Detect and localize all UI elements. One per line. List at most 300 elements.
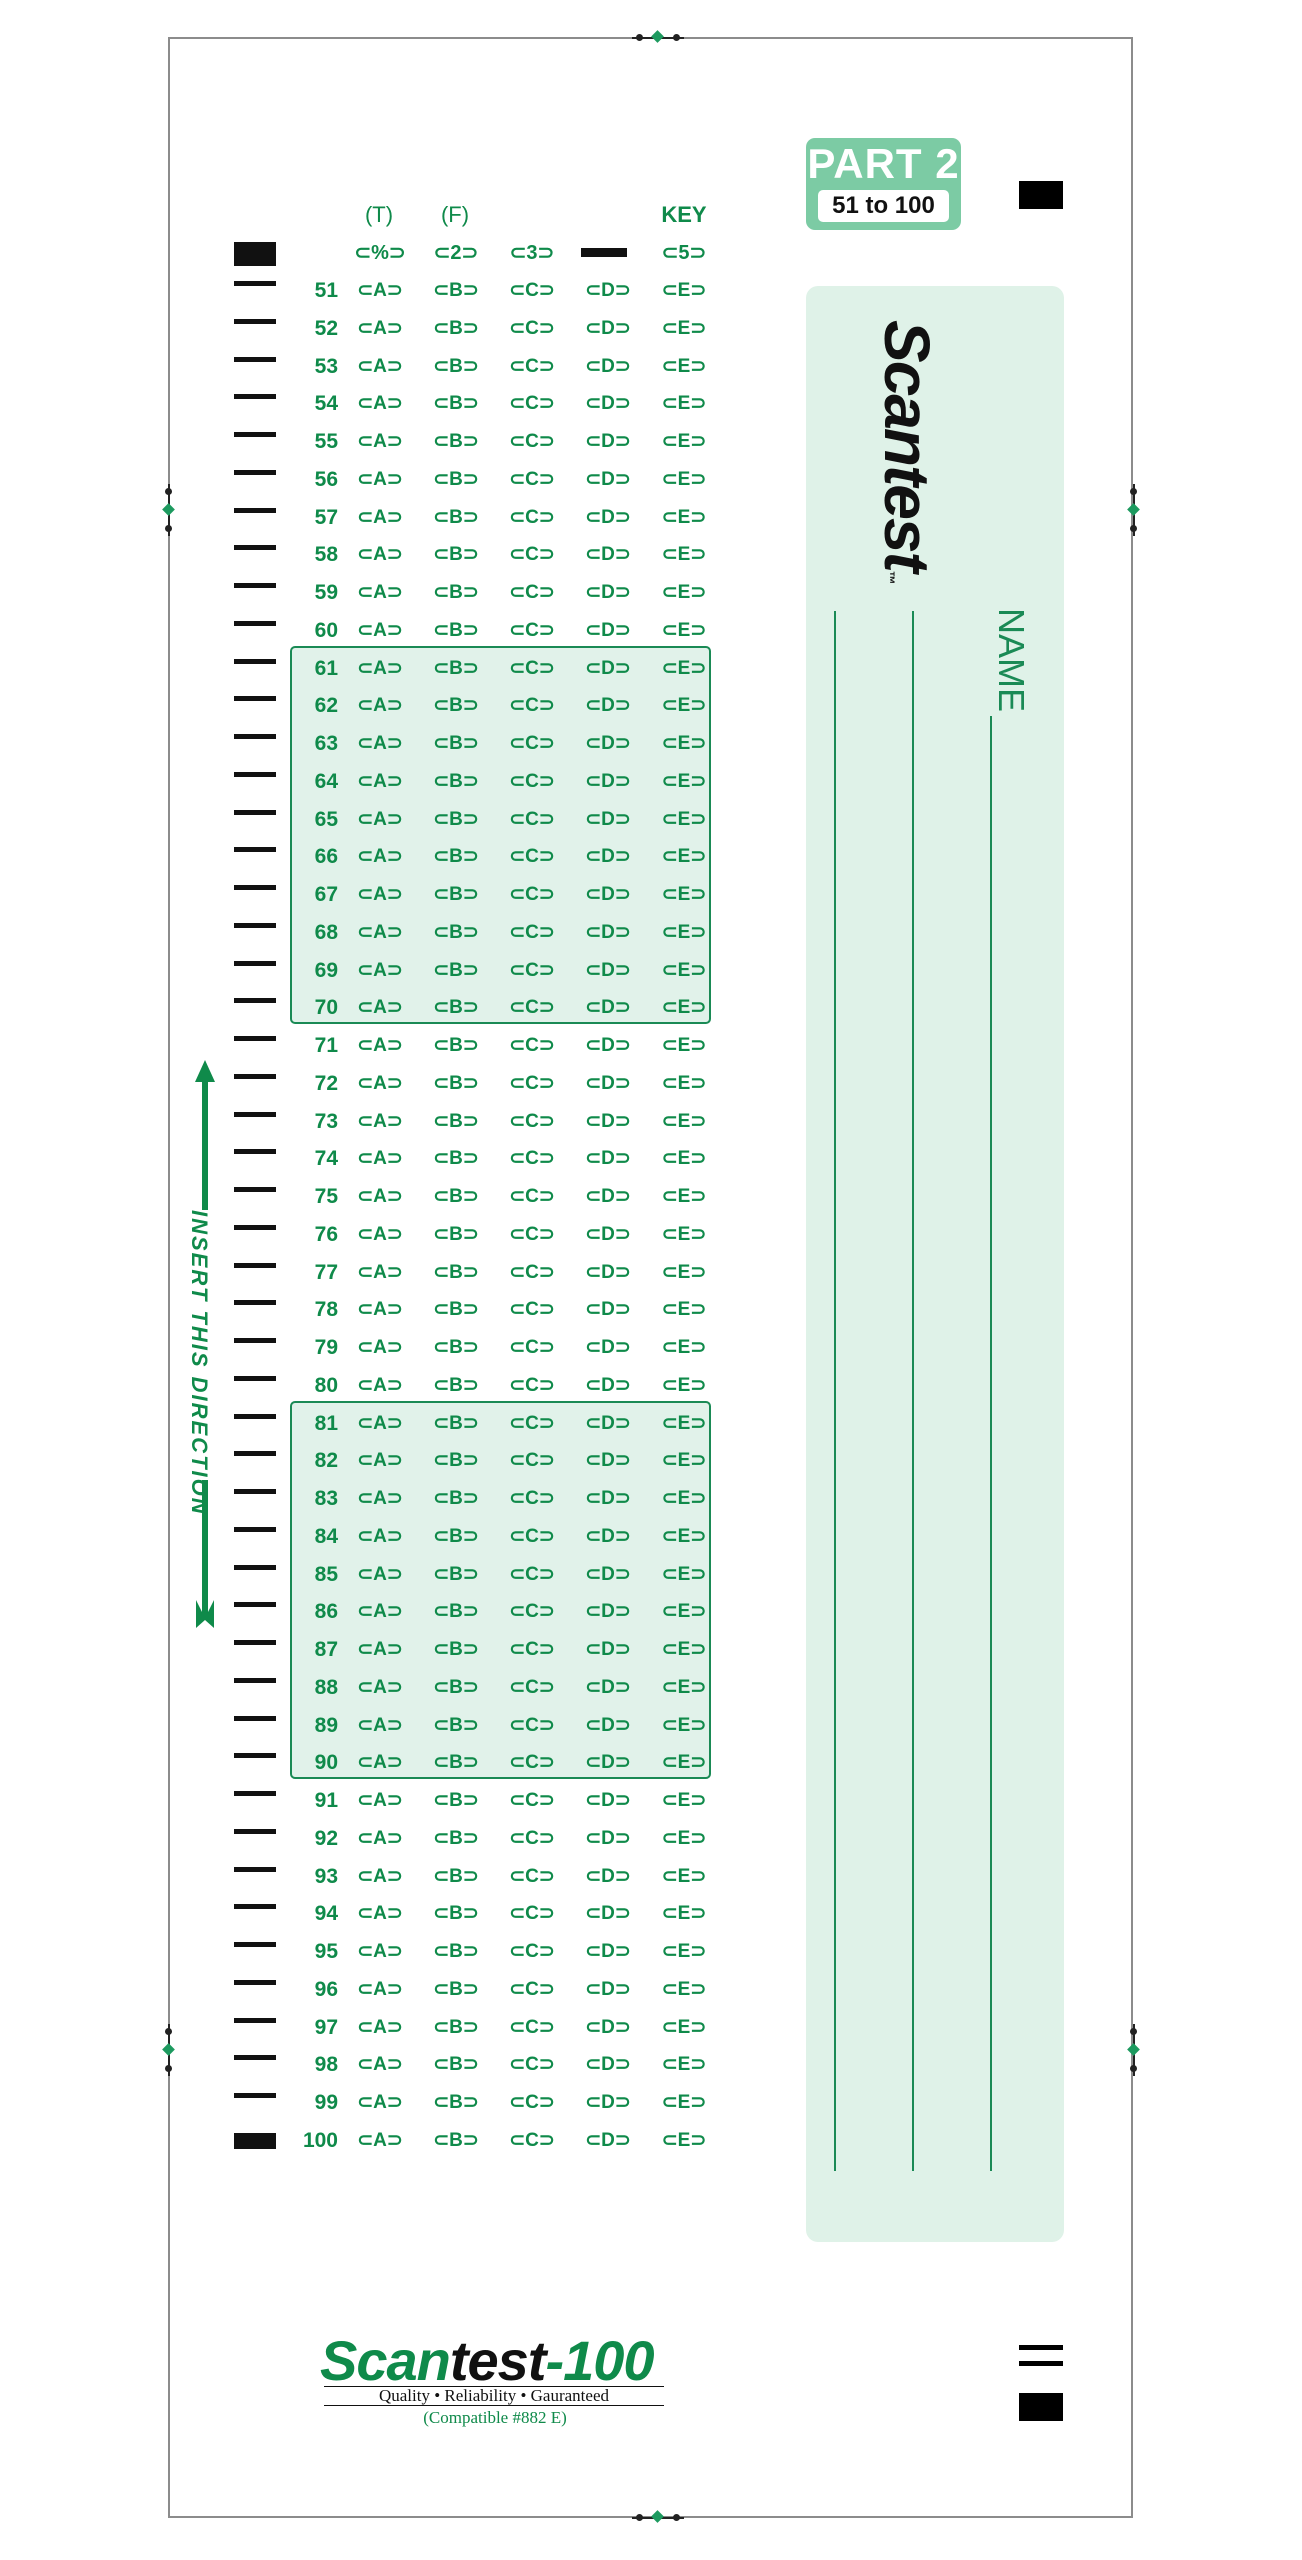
answer-bubble-c[interactable]: ⊂C⊃	[509, 808, 555, 830]
answer-bubble-a[interactable]: ⊂A⊃	[357, 733, 403, 754]
answer-bubble-e[interactable]: ⊂E⊃	[661, 1563, 707, 1585]
answer-bubble-c[interactable]: ⊂C⊃	[509, 1488, 555, 1509]
answer-bubble-d[interactable]: ⊂D⊃	[585, 1072, 631, 1094]
answer-bubble-e[interactable]: ⊂E⊃	[661, 770, 707, 792]
answer-bubble-e[interactable]: ⊂E⊃	[661, 1865, 707, 1887]
name-panel	[806, 286, 1064, 2242]
answer-bubble-b[interactable]: ⊂B⊃	[433, 1412, 479, 1434]
answer-bubble-b[interactable]: ⊂B⊃	[433, 1488, 479, 1509]
answer-bubble-b[interactable]: ⊂B⊃	[433, 1374, 479, 1396]
answer-bubble-a[interactable]: ⊂A⊃	[357, 1563, 403, 1585]
answer-bubble-b[interactable]: ⊂B⊃	[433, 1639, 479, 1660]
key-timing-bar	[581, 248, 627, 257]
answer-bubble-c[interactable]: ⊂C⊃	[509, 506, 555, 528]
answer-bubble-c[interactable]: ⊂C⊃	[509, 657, 555, 679]
answer-bubble-a[interactable]: ⊂A⊃	[357, 997, 403, 1019]
question-number: 57	[314, 505, 338, 529]
answer-bubble-e[interactable]: ⊂E⊃	[661, 1186, 707, 1207]
answer-bubble-d[interactable]: ⊂D⊃	[585, 393, 631, 415]
answer-bubble-b[interactable]: ⊂B⊃	[433, 393, 479, 415]
answer-bubble-e[interactable]: ⊂E⊃	[661, 544, 707, 566]
answer-bubble-e[interactable]: ⊂E⊃	[661, 1903, 707, 1925]
question-number: 83	[314, 1487, 338, 1510]
answer-bubble-a[interactable]: ⊂A⊃	[357, 921, 403, 943]
answer-row	[290, 2051, 720, 2081]
answer-bubble-e[interactable]: ⊂E⊃	[661, 1110, 707, 1132]
key-bubble-3[interactable]: ⊂3⊃	[509, 242, 555, 264]
answer-bubble-c[interactable]: ⊂C⊃	[509, 544, 555, 566]
answer-bubble-c[interactable]: ⊂C⊃	[509, 431, 555, 452]
answer-bubble-a[interactable]: ⊂A⊃	[357, 1110, 403, 1132]
answer-bubble-c[interactable]: ⊂C⊃	[509, 280, 555, 301]
timing-mark	[234, 1338, 276, 1343]
answer-bubble-e[interactable]: ⊂E⊃	[661, 1639, 707, 1660]
timing-mark	[234, 810, 276, 815]
answer-bubble-b[interactable]: ⊂B⊃	[433, 2092, 479, 2113]
answer-bubble-c[interactable]: ⊂C⊃	[509, 582, 555, 603]
answer-bubble-e[interactable]: ⊂E⊃	[661, 884, 707, 905]
answer-bubble-d[interactable]: ⊂D⊃	[585, 1601, 631, 1623]
answer-bubble-d[interactable]: ⊂D⊃	[585, 1714, 631, 1736]
answer-bubble-a[interactable]: ⊂A⊃	[357, 1337, 403, 1358]
answer-bubble-d[interactable]: ⊂D⊃	[585, 884, 631, 905]
answer-bubble-d[interactable]: ⊂D⊃	[585, 317, 631, 339]
answer-bubble-c[interactable]: ⊂C⊃	[509, 317, 555, 339]
answer-bubble-b[interactable]: ⊂B⊃	[433, 1261, 479, 1283]
answer-bubble-c[interactable]: ⊂C⊃	[509, 1035, 555, 1056]
brand-logo	[320, 2328, 680, 2427]
key-bubble-2[interactable]: ⊂2⊃	[433, 242, 479, 264]
answer-bubble-c[interactable]: ⊂C⊃	[509, 770, 555, 792]
answer-bubble-c[interactable]: ⊂C⊃	[509, 1752, 555, 1774]
question-number: 64	[314, 769, 338, 793]
key-bubble-5[interactable]: ⊂5⊃	[661, 242, 707, 264]
question-number: 66	[314, 845, 338, 869]
answer-bubble-b[interactable]: ⊂B⊃	[433, 808, 479, 830]
answer-bubble-a[interactable]: ⊂A⊃	[357, 317, 403, 339]
question-number: 76	[314, 1222, 338, 1246]
answer-bubble-e[interactable]: ⊂E⊃	[661, 1827, 707, 1849]
answer-bubble-c[interactable]: ⊂C⊃	[509, 1261, 555, 1283]
answer-bubble-d[interactable]: ⊂D⊃	[585, 1563, 631, 1585]
answer-bubble-b[interactable]: ⊂B⊃	[433, 695, 479, 717]
answer-bubble-c[interactable]: ⊂C⊃	[509, 1676, 555, 1698]
timing-mark	[234, 1187, 276, 1192]
timing-mark-header	[234, 242, 276, 266]
answer-bubble-e[interactable]: ⊂E⊃	[661, 921, 707, 943]
answer-bubble-e[interactable]: ⊂E⊃	[661, 2016, 707, 2038]
answer-bubble-a[interactable]: ⊂A⊃	[357, 1148, 403, 1170]
answer-bubble-a[interactable]: ⊂A⊃	[357, 1790, 403, 1811]
answer-bubble-c[interactable]: ⊂C⊃	[509, 619, 555, 641]
question-number: 87	[314, 1638, 338, 1661]
answer-bubble-b[interactable]: ⊂B⊃	[433, 1978, 479, 2000]
answer-bubble-e[interactable]: ⊂E⊃	[661, 1223, 707, 1245]
answer-bubble-a[interactable]: ⊂A⊃	[357, 2092, 403, 2113]
answer-bubble-a[interactable]: ⊂A⊃	[357, 1601, 403, 1623]
answer-bubble-b[interactable]: ⊂B⊃	[433, 921, 479, 943]
answer-bubble-e[interactable]: ⊂E⊃	[661, 1412, 707, 1434]
answer-bubble-a[interactable]: ⊂A⊃	[357, 582, 403, 603]
answer-bubble-a[interactable]: ⊂A⊃	[357, 1488, 403, 1509]
answer-bubble-c[interactable]: ⊂C⊃	[509, 884, 555, 905]
answer-bubble-a[interactable]: ⊂A⊃	[357, 619, 403, 641]
timing-mark	[234, 1036, 276, 1041]
answer-bubble-c[interactable]: ⊂C⊃	[509, 959, 555, 981]
answer-bubble-a[interactable]: ⊂A⊃	[357, 1903, 403, 1925]
answer-bubble-b[interactable]: ⊂B⊃	[433, 846, 479, 868]
answer-bubble-a[interactable]: ⊂A⊃	[357, 846, 403, 868]
answer-bubble-a[interactable]: ⊂A⊃	[357, 808, 403, 830]
answer-bubble-c[interactable]: ⊂C⊃	[509, 1563, 555, 1585]
answer-bubble-c[interactable]: ⊂C⊃	[509, 846, 555, 868]
answer-bubble-e[interactable]: ⊂E⊃	[661, 1450, 707, 1472]
answer-bubble-e[interactable]: ⊂E⊃	[661, 582, 707, 603]
answer-bubble-d[interactable]: ⊂D⊃	[585, 1299, 631, 1321]
answer-bubble-d[interactable]: ⊂D⊃	[585, 657, 631, 679]
answer-bubble-c[interactable]: ⊂C⊃	[509, 1412, 555, 1434]
answer-bubble-e[interactable]: ⊂E⊃	[661, 1676, 707, 1698]
scantest-logo-tm: ™	[882, 570, 898, 583]
answer-bubble-a[interactable]: ⊂A⊃	[357, 1827, 403, 1849]
brand-name-part2: test	[449, 2329, 546, 2392]
answer-bubble-e[interactable]: ⊂E⊃	[661, 2129, 707, 2151]
answer-bubble-b[interactable]: ⊂B⊃	[433, 1903, 479, 1925]
answer-bubble-c[interactable]: ⊂C⊃	[509, 355, 555, 377]
answer-bubble-d[interactable]: ⊂D⊃	[585, 1903, 631, 1925]
answer-bubble-d[interactable]: ⊂D⊃	[585, 1525, 631, 1547]
answer-bubble-c[interactable]: ⊂C⊃	[509, 1865, 555, 1887]
answer-bubble-c[interactable]: ⊂C⊃	[509, 1903, 555, 1925]
answer-bubble-d[interactable]: ⊂D⊃	[585, 1148, 631, 1170]
question-number: 55	[314, 430, 338, 453]
answer-bubble-c[interactable]: ⊂C⊃	[509, 1827, 555, 1849]
answer-bubble-c[interactable]: ⊂C⊃	[509, 1639, 555, 1660]
answer-bubble-b[interactable]: ⊂B⊃	[433, 1676, 479, 1698]
answer-bubble-c[interactable]: ⊂C⊃	[509, 1941, 555, 1962]
answer-bubble-b[interactable]: ⊂B⊃	[433, 1941, 479, 1962]
answer-bubble-e[interactable]: ⊂E⊃	[661, 1337, 707, 1358]
answer-bubble-b[interactable]: ⊂B⊃	[433, 1299, 479, 1321]
answer-bubble-d[interactable]: ⊂D⊃	[585, 1639, 631, 1660]
answer-bubble-e[interactable]: ⊂E⊃	[661, 657, 707, 679]
answer-bubble-d[interactable]: ⊂D⊃	[585, 695, 631, 717]
answer-bubble-e[interactable]: ⊂E⊃	[661, 619, 707, 641]
answer-bubble-b[interactable]: ⊂B⊃	[433, 1827, 479, 1849]
answer-bubble-c[interactable]: ⊂C⊃	[509, 2016, 555, 2038]
answer-bubble-d[interactable]: ⊂D⊃	[585, 1450, 631, 1472]
registration-mark-left-bottom	[163, 2024, 175, 2076]
timing-mark	[234, 923, 276, 928]
answer-bubble-e[interactable]: ⊂E⊃	[661, 317, 707, 339]
question-number: 96	[314, 1977, 338, 2001]
timing-mark	[234, 1376, 276, 1381]
answer-bubble-b[interactable]: ⊂B⊃	[433, 770, 479, 792]
answer-bubble-a[interactable]: ⊂A⊃	[357, 2054, 403, 2076]
timing-mark	[234, 470, 276, 475]
answer-bubble-a[interactable]: ⊂A⊃	[357, 355, 403, 377]
answer-bubble-d[interactable]: ⊂D⊃	[585, 808, 631, 830]
answer-bubble-d[interactable]: ⊂D⊃	[585, 431, 631, 452]
answer-row	[290, 843, 720, 873]
answer-bubble-d[interactable]: ⊂D⊃	[585, 1223, 631, 1245]
answer-bubble-a[interactable]: ⊂A⊃	[357, 1412, 403, 1434]
answer-bubble-a[interactable]: ⊂A⊃	[357, 393, 403, 415]
answer-bubble-d[interactable]: ⊂D⊃	[585, 1790, 631, 1811]
answer-bubble-c[interactable]: ⊂C⊃	[509, 2092, 555, 2113]
answer-bubble-d[interactable]: ⊂D⊃	[585, 2092, 631, 2113]
answer-bubble-b[interactable]: ⊂B⊃	[433, 733, 479, 754]
answer-bubble-c[interactable]: ⊂C⊃	[509, 1337, 555, 1358]
answer-bubble-a[interactable]: ⊂A⊃	[357, 1714, 403, 1736]
answer-bubble-d[interactable]: ⊂D⊃	[585, 1186, 631, 1207]
answer-bubble-c[interactable]: ⊂C⊃	[509, 1714, 555, 1736]
answer-bubble-d[interactable]: ⊂D⊃	[585, 1752, 631, 1774]
answer-bubble-e[interactable]: ⊂E⊃	[661, 1978, 707, 2000]
answer-bubble-e[interactable]: ⊂E⊃	[661, 1941, 707, 1962]
answer-bubble-c[interactable]: ⊂C⊃	[509, 1525, 555, 1547]
answer-bubble-d[interactable]: ⊂D⊃	[585, 997, 631, 1019]
answer-bubble-b[interactable]: ⊂B⊃	[433, 1714, 479, 1736]
answer-bubble-c[interactable]: ⊂C⊃	[509, 1072, 555, 1094]
answer-bubble-b[interactable]: ⊂B⊃	[433, 355, 479, 377]
question-number: 90	[314, 1751, 338, 1775]
answer-bubble-d[interactable]: ⊂D⊃	[585, 1827, 631, 1849]
answer-bubble-d[interactable]: ⊂D⊃	[585, 468, 631, 490]
answer-bubble-a[interactable]: ⊂A⊃	[357, 1299, 403, 1321]
answer-bubble-b[interactable]: ⊂B⊃	[433, 280, 479, 301]
answer-bubble-d[interactable]: ⊂D⊃	[585, 1110, 631, 1132]
answer-bubble-b[interactable]: ⊂B⊃	[433, 1563, 479, 1585]
answer-bubble-e[interactable]: ⊂E⊃	[661, 393, 707, 415]
answer-bubble-a[interactable]: ⊂A⊃	[357, 2129, 403, 2151]
answer-bubble-e[interactable]: ⊂E⊃	[661, 1525, 707, 1547]
answer-bubble-a[interactable]: ⊂A⊃	[357, 468, 403, 490]
timing-mark	[234, 432, 276, 437]
answer-bubble-b[interactable]: ⊂B⊃	[433, 1752, 479, 1774]
answer-bubble-a[interactable]: ⊂A⊃	[357, 280, 403, 301]
answer-bubble-e[interactable]: ⊂E⊃	[661, 1714, 707, 1736]
answer-bubble-a[interactable]: ⊂A⊃	[357, 770, 403, 792]
answer-bubble-c[interactable]: ⊂C⊃	[509, 2129, 555, 2151]
answer-bubble-e[interactable]: ⊂E⊃	[661, 2092, 707, 2113]
answer-bubble-b[interactable]: ⊂B⊃	[433, 2129, 479, 2151]
answer-bubble-e[interactable]: ⊂E⊃	[661, 1752, 707, 1774]
answer-bubble-b[interactable]: ⊂B⊃	[433, 657, 479, 679]
answer-bubble-e[interactable]: ⊂E⊃	[661, 280, 707, 301]
answer-bubble-d[interactable]: ⊂D⊃	[585, 582, 631, 603]
timing-mark	[234, 1980, 276, 1985]
answer-bubble-c[interactable]: ⊂C⊃	[509, 1299, 555, 1321]
answer-bubble-a[interactable]: ⊂A⊃	[357, 1186, 403, 1207]
answer-bubble-c[interactable]: ⊂C⊃	[509, 1223, 555, 1245]
answer-bubble-b[interactable]: ⊂B⊃	[433, 317, 479, 339]
answer-bubble-a[interactable]: ⊂A⊃	[357, 1639, 403, 1660]
answer-bubble-b[interactable]: ⊂B⊃	[433, 1072, 479, 1094]
answer-bubble-b[interactable]: ⊂B⊃	[433, 1035, 479, 1056]
answer-bubble-c[interactable]: ⊂C⊃	[509, 1148, 555, 1170]
question-number: 74	[314, 1147, 338, 1171]
answer-bubble-d[interactable]: ⊂D⊃	[585, 1676, 631, 1698]
answer-bubble-c[interactable]: ⊂C⊃	[509, 1374, 555, 1396]
answer-bubble-e[interactable]: ⊂E⊃	[661, 355, 707, 377]
timing-mark	[234, 357, 276, 362]
answer-bubble-e[interactable]: ⊂E⊃	[661, 1374, 707, 1396]
answer-bubble-b[interactable]: ⊂B⊃	[433, 2016, 479, 2038]
answer-bubble-b[interactable]: ⊂B⊃	[433, 468, 479, 490]
answer-bubble-e[interactable]: ⊂E⊃	[661, 1261, 707, 1283]
answer-bubble-a[interactable]: ⊂A⊃	[357, 1865, 403, 1887]
answer-bubble-d[interactable]: ⊂D⊃	[585, 959, 631, 981]
answer-bubble-c[interactable]: ⊂C⊃	[509, 1978, 555, 2000]
answer-bubble-e[interactable]: ⊂E⊃	[661, 1299, 707, 1321]
answer-bubble-e[interactable]: ⊂E⊃	[661, 695, 707, 717]
answer-bubble-a[interactable]: ⊂A⊃	[357, 544, 403, 566]
answer-bubble-a[interactable]: ⊂A⊃	[357, 657, 403, 679]
answer-bubble-c[interactable]: ⊂C⊃	[509, 393, 555, 415]
answer-bubble-b[interactable]: ⊂B⊃	[433, 1865, 479, 1887]
answer-bubble-c[interactable]: ⊂C⊃	[509, 921, 555, 943]
answer-bubble-c[interactable]: ⊂C⊃	[509, 468, 555, 490]
answer-bubble-b[interactable]: ⊂B⊃	[433, 997, 479, 1019]
answer-bubble-b[interactable]: ⊂B⊃	[433, 1790, 479, 1811]
answer-bubble-b[interactable]: ⊂B⊃	[433, 884, 479, 905]
answer-bubble-e[interactable]: ⊂E⊃	[661, 1488, 707, 1509]
timing-mark	[234, 734, 276, 739]
answer-bubble-a[interactable]: ⊂A⊃	[357, 431, 403, 452]
answer-bubble-d[interactable]: ⊂D⊃	[585, 280, 631, 301]
answer-bubble-d[interactable]: ⊂D⊃	[585, 506, 631, 528]
answer-row	[290, 1296, 720, 1326]
answer-bubble-b[interactable]: ⊂B⊃	[433, 1450, 479, 1472]
answer-bubble-e[interactable]: ⊂E⊃	[661, 1601, 707, 1623]
answer-bubble-a[interactable]: ⊂A⊃	[357, 1752, 403, 1774]
timing-mark	[234, 1753, 276, 1758]
answer-bubble-a[interactable]: ⊂A⊃	[357, 1941, 403, 1962]
answer-bubble-b[interactable]: ⊂B⊃	[433, 1110, 479, 1132]
answer-row	[290, 655, 720, 685]
answer-bubble-b[interactable]: ⊂B⊃	[433, 582, 479, 603]
answer-bubble-b[interactable]: ⊂B⊃	[433, 619, 479, 641]
answer-bubble-a[interactable]: ⊂A⊃	[357, 1374, 403, 1396]
answer-bubble-c[interactable]: ⊂C⊃	[509, 1790, 555, 1811]
answer-bubble-c[interactable]: ⊂C⊃	[509, 733, 555, 754]
answer-bubble-b[interactable]: ⊂B⊃	[433, 1186, 479, 1207]
answer-bubble-d[interactable]: ⊂D⊃	[585, 544, 631, 566]
answer-bubble-c[interactable]: ⊂C⊃	[509, 1601, 555, 1623]
question-number: 63	[314, 732, 338, 755]
answer-bubble-b[interactable]: ⊂B⊃	[433, 1525, 479, 1547]
answer-bubble-b[interactable]: ⊂B⊃	[433, 1337, 479, 1358]
answer-bubble-d[interactable]: ⊂D⊃	[585, 355, 631, 377]
answer-bubble-a[interactable]: ⊂A⊃	[357, 1676, 403, 1698]
answer-bubble-a[interactable]: ⊂A⊃	[357, 1072, 403, 1094]
answer-bubble-d[interactable]: ⊂D⊃	[585, 1865, 631, 1887]
answer-bubble-e[interactable]: ⊂E⊃	[661, 468, 707, 490]
answer-row	[290, 579, 720, 609]
answer-bubble-d[interactable]: ⊂D⊃	[585, 846, 631, 868]
answer-bubble-a[interactable]: ⊂A⊃	[357, 1978, 403, 2000]
answer-bubble-d[interactable]: ⊂D⊃	[585, 1337, 631, 1358]
answer-bubble-a[interactable]: ⊂A⊃	[357, 1223, 403, 1245]
answer-bubble-c[interactable]: ⊂C⊃	[509, 1186, 555, 1207]
answer-bubble-e[interactable]: ⊂E⊃	[661, 808, 707, 830]
answer-bubble-a[interactable]: ⊂A⊃	[357, 506, 403, 528]
answer-row	[290, 315, 720, 345]
answer-bubble-d[interactable]: ⊂D⊃	[585, 1261, 631, 1283]
answer-bubble-c[interactable]: ⊂C⊃	[509, 997, 555, 1019]
answer-bubble-d[interactable]: ⊂D⊃	[585, 2054, 631, 2076]
answer-bubble-d[interactable]: ⊂D⊃	[585, 619, 631, 641]
answer-bubble-b[interactable]: ⊂B⊃	[433, 959, 479, 981]
answer-bubble-d[interactable]: ⊂D⊃	[585, 1035, 631, 1056]
timing-mark	[234, 1149, 276, 1154]
answer-bubble-e[interactable]: ⊂E⊃	[661, 733, 707, 754]
answer-bubble-d[interactable]: ⊂D⊃	[585, 2016, 631, 2038]
timing-mark	[234, 1263, 276, 1268]
answer-bubble-a[interactable]: ⊂A⊃	[357, 695, 403, 717]
answer-bubble-a[interactable]: ⊂A⊃	[357, 959, 403, 981]
answer-bubble-b[interactable]: ⊂B⊃	[433, 1148, 479, 1170]
answer-bubble-d[interactable]: ⊂D⊃	[585, 2129, 631, 2151]
answer-bubble-d[interactable]: ⊂D⊃	[585, 1412, 631, 1434]
answer-bubble-d[interactable]: ⊂D⊃	[585, 770, 631, 792]
key-bubble-percent[interactable]: ⊂%⊃	[354, 242, 406, 264]
answer-bubble-e[interactable]: ⊂E⊃	[661, 2054, 707, 2076]
answer-bubble-e[interactable]: ⊂E⊃	[661, 846, 707, 868]
answer-row	[290, 1900, 720, 1930]
answer-bubble-d[interactable]: ⊂D⊃	[585, 733, 631, 754]
timing-mark	[234, 1451, 276, 1456]
answer-bubble-e[interactable]: ⊂E⊃	[661, 1148, 707, 1170]
answer-bubble-b[interactable]: ⊂B⊃	[433, 431, 479, 452]
answer-bubble-b[interactable]: ⊂B⊃	[433, 1223, 479, 1245]
answer-bubble-e[interactable]: ⊂E⊃	[661, 959, 707, 981]
answer-bubble-e[interactable]: ⊂E⊃	[661, 1072, 707, 1094]
answer-bubble-d[interactable]: ⊂D⊃	[585, 1978, 631, 2000]
answer-bubble-b[interactable]: ⊂B⊃	[433, 1601, 479, 1623]
answer-bubble-c[interactable]: ⊂C⊃	[509, 1110, 555, 1132]
question-number: 65	[314, 807, 338, 831]
answer-bubble-b[interactable]: ⊂B⊃	[433, 506, 479, 528]
answer-row	[290, 428, 720, 458]
question-number: 75	[314, 1185, 338, 1208]
answer-bubble-a[interactable]: ⊂A⊃	[357, 2016, 403, 2038]
answer-bubble-e[interactable]: ⊂E⊃	[661, 1035, 707, 1056]
answer-bubble-c[interactable]: ⊂C⊃	[509, 695, 555, 717]
answer-bubble-d[interactable]: ⊂D⊃	[585, 1941, 631, 1962]
timing-mark	[234, 1565, 276, 1570]
answer-bubble-d[interactable]: ⊂D⊃	[585, 1374, 631, 1396]
answer-bubble-d[interactable]: ⊂D⊃	[585, 1488, 631, 1509]
answer-bubble-e[interactable]: ⊂E⊃	[661, 1790, 707, 1811]
answer-row	[290, 1674, 720, 1704]
answer-bubble-a[interactable]: ⊂A⊃	[357, 1261, 403, 1283]
answer-bubble-d[interactable]: ⊂D⊃	[585, 921, 631, 943]
answer-bubble-a[interactable]: ⊂A⊃	[357, 884, 403, 905]
answer-bubble-a[interactable]: ⊂A⊃	[357, 1525, 403, 1547]
answer-row	[290, 2014, 720, 2044]
answer-bubble-a[interactable]: ⊂A⊃	[357, 1450, 403, 1472]
answer-bubble-c[interactable]: ⊂C⊃	[509, 1450, 555, 1472]
answer-bubble-b[interactable]: ⊂B⊃	[433, 2054, 479, 2076]
answer-bubble-b[interactable]: ⊂B⊃	[433, 544, 479, 566]
answer-bubble-c[interactable]: ⊂C⊃	[509, 2054, 555, 2076]
answer-bubble-a[interactable]: ⊂A⊃	[357, 1035, 403, 1056]
answer-bubble-e[interactable]: ⊂E⊃	[661, 997, 707, 1019]
answer-bubble-e[interactable]: ⊂E⊃	[661, 431, 707, 452]
answer-bubble-e[interactable]: ⊂E⊃	[661, 506, 707, 528]
